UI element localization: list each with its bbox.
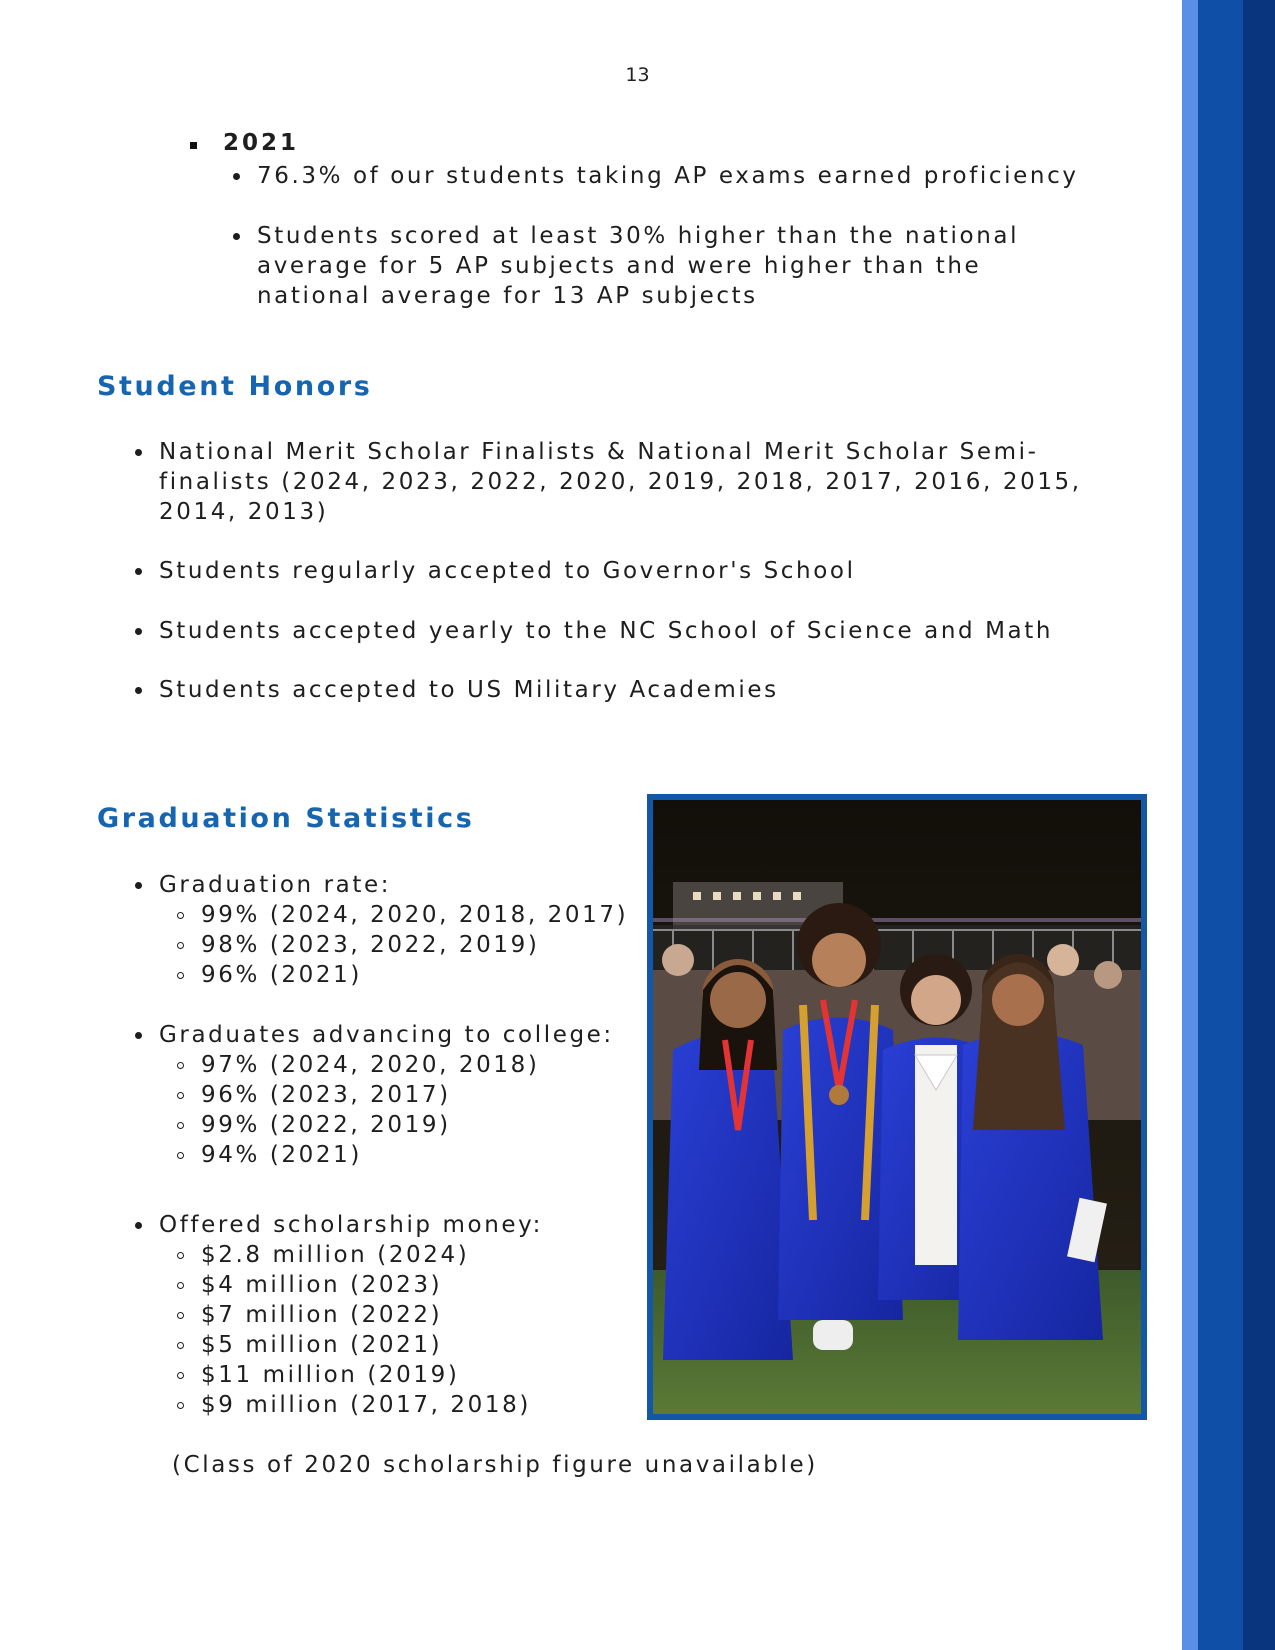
bullet-icon [233, 233, 240, 240]
honors-military: Students accepted to US Military Academies [159, 677, 779, 703]
scholarship-item: $2.8 million (2024) [201, 1242, 470, 1268]
page-number: 13 [625, 64, 650, 86]
ap-item-national-line-3: national average for 13 AP subjects [257, 283, 758, 309]
honors-merit-line-2: finalists (2024, 2023, 2022, 2020, 2019, 2018, 2017, 2016, 2015, [159, 469, 1082, 495]
graduates-photo-illustration [653, 800, 1141, 1414]
circle-bullet-icon [177, 1312, 184, 1319]
stripe-dark [1243, 0, 1275, 1650]
circle-bullet-icon [177, 1402, 184, 1409]
circle-bullet-icon [177, 1152, 184, 1159]
ap-year: 2021 [223, 130, 300, 156]
circle-bullet-icon [177, 1122, 184, 1129]
ap-item-proficiency: 76.3% of our students taking AP exams earned proficiency [257, 163, 1079, 189]
circle-bullet-icon [177, 972, 184, 979]
square-bullet-icon [190, 142, 197, 149]
honors-merit-line-1: National Merit Scholar Finalists & National Merit Scholar Semi- [159, 439, 1039, 465]
bullet-icon [135, 1032, 142, 1039]
graduation-rate-label: Graduation rate: [159, 872, 392, 898]
scholarship-note: (Class of 2020 scholarship figure unavailable) [172, 1452, 818, 1478]
scholarship-label: Offered scholarship money: [159, 1212, 544, 1238]
bullet-icon [135, 628, 142, 635]
bullet-icon [135, 687, 142, 694]
graduation-statistics-heading: Graduation Statistics [97, 803, 475, 834]
circle-bullet-icon [177, 912, 184, 919]
graduates-photo [647, 794, 1147, 1420]
bullet-icon [135, 1222, 142, 1229]
stripe-light [1182, 0, 1198, 1650]
college-item: 94% (2021) [201, 1142, 362, 1168]
graduation-rate-item: 96% (2021) [201, 962, 362, 988]
college-item: 96% (2023, 2017) [201, 1082, 451, 1108]
bullet-icon [135, 568, 142, 575]
circle-bullet-icon [177, 1252, 184, 1259]
honors-ncssm: Students accepted yearly to the NC School of Science and Math [159, 618, 1054, 644]
ap-item-national-line-2: average for 5 AP subjects and were higher than the [257, 253, 982, 279]
stripe-mid [1198, 0, 1243, 1650]
scholarship-item: $4 million (2023) [201, 1272, 443, 1298]
circle-bullet-icon [177, 1062, 184, 1069]
circle-bullet-icon [177, 942, 184, 949]
circle-bullet-icon [177, 1092, 184, 1099]
circle-bullet-icon [177, 1282, 184, 1289]
honors-merit-line-3: 2014, 2013) [159, 499, 329, 525]
college-item: 97% (2024, 2020, 2018) [201, 1052, 540, 1078]
honors-governors-school: Students regularly accepted to Governor's School [159, 558, 856, 584]
ap-item-national-line-1: Students scored at least 30% higher than the national [257, 223, 1020, 249]
bullet-icon [135, 449, 142, 456]
circle-bullet-icon [177, 1342, 184, 1349]
scholarship-item: $9 million (2017, 2018) [201, 1392, 531, 1418]
college-label: Graduates advancing to college: [159, 1022, 614, 1048]
bullet-icon [233, 173, 240, 180]
bullet-icon [135, 882, 142, 889]
student-honors-heading: Student Honors [97, 371, 373, 402]
graduation-rate-item: 99% (2024, 2020, 2018, 2017) [201, 902, 629, 928]
circle-bullet-icon [177, 1372, 184, 1379]
graduation-rate-item: 98% (2023, 2022, 2019) [201, 932, 540, 958]
college-item: 99% (2022, 2019) [201, 1112, 451, 1138]
scholarship-item: $7 million (2022) [201, 1302, 443, 1328]
side-stripes [1182, 0, 1275, 1650]
scholarship-item: $5 million (2021) [201, 1332, 443, 1358]
scholarship-item: $11 million (2019) [201, 1362, 460, 1388]
